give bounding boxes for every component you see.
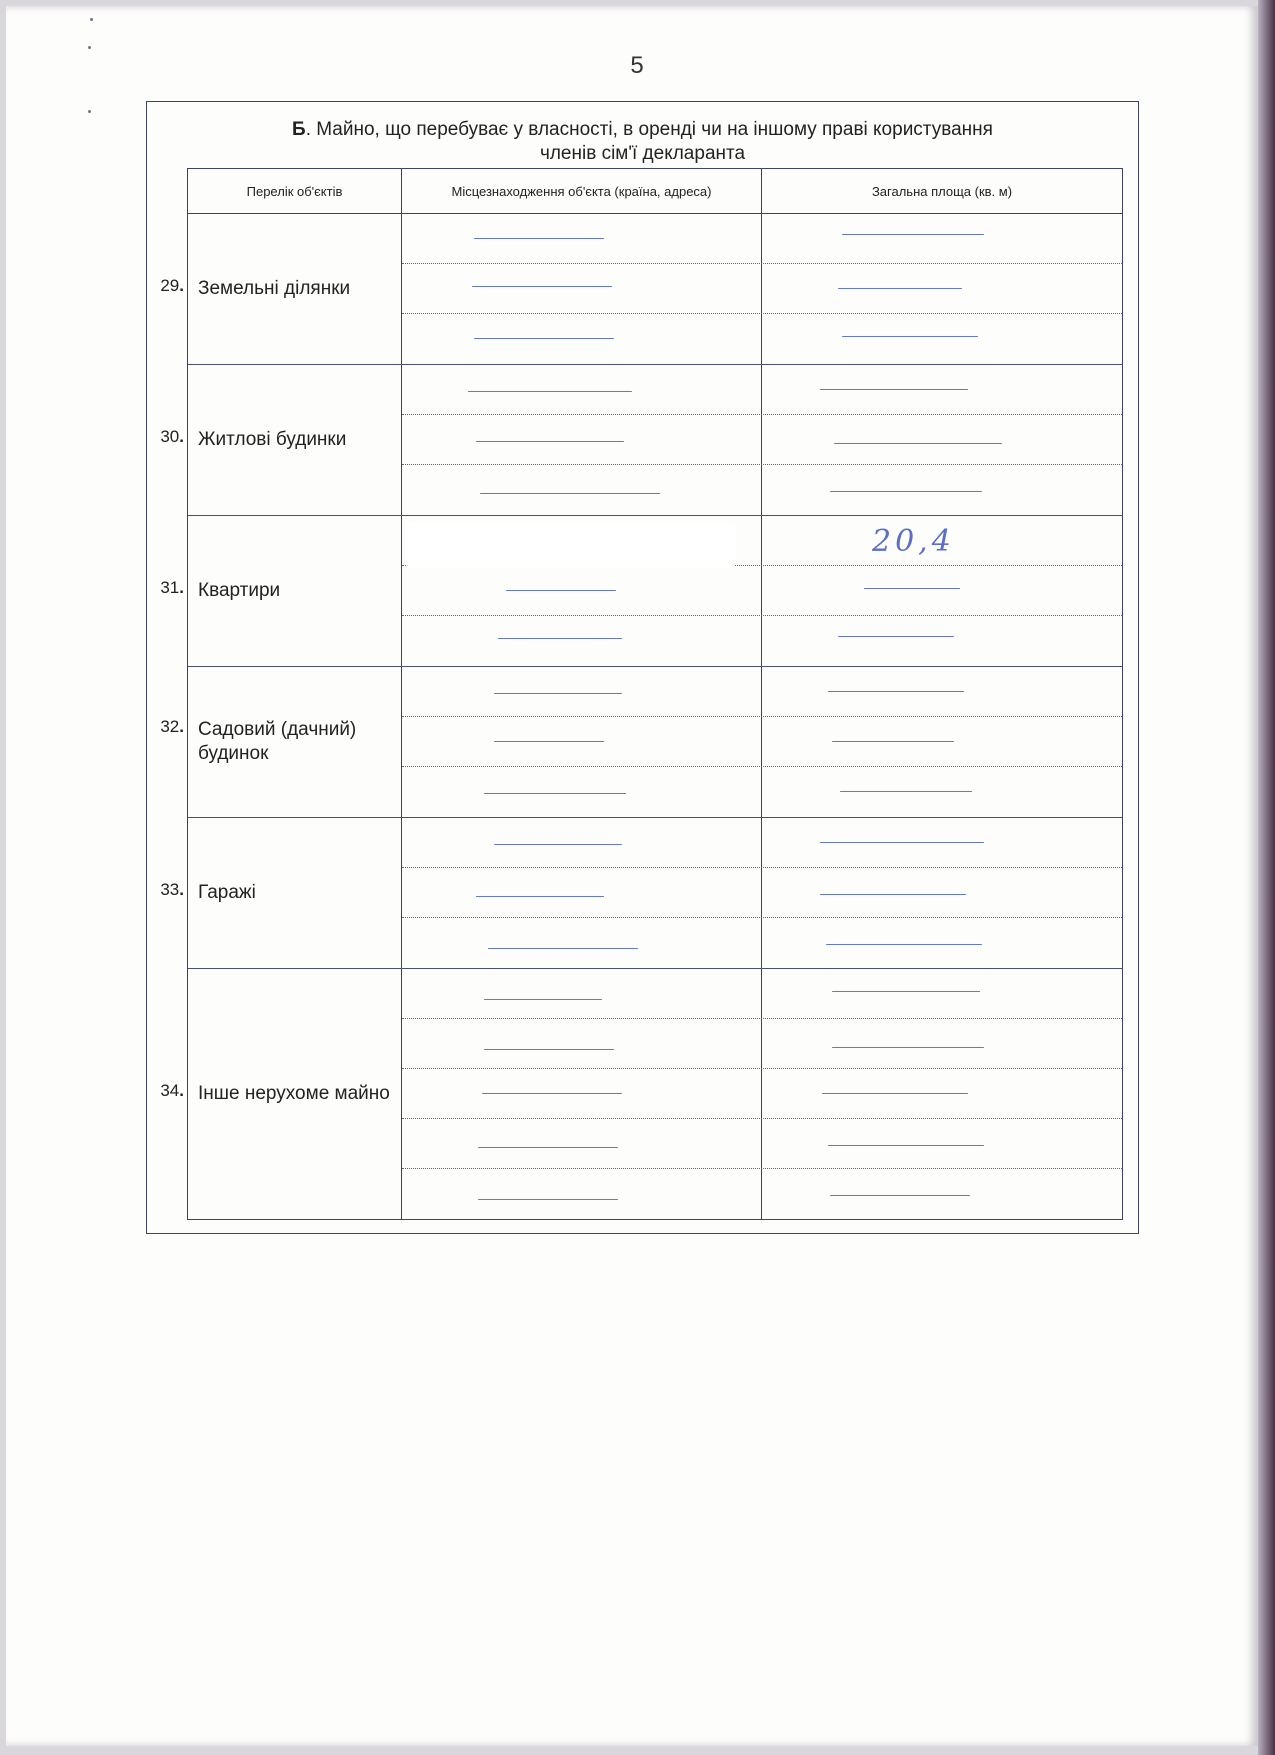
row-group-33 — [160, 818, 1122, 969]
header-objects: Перелік об'єктів — [188, 169, 402, 213]
location-cell[interactable] — [402, 516, 762, 565]
area-cell[interactable] — [762, 1119, 1122, 1168]
object-label: Житлові будинки — [188, 365, 402, 515]
location-cell[interactable] — [402, 969, 762, 1018]
area-cell[interactable] — [762, 868, 1122, 917]
area-cell[interactable] — [762, 767, 1122, 817]
row-number: 30. — [160, 427, 184, 446]
area-cell[interactable] — [762, 415, 1122, 464]
location-cell[interactable] — [402, 214, 762, 263]
scan-speck — [90, 18, 93, 21]
row-number: 29. — [160, 276, 184, 295]
section-title-line2: членів сім'ї декларанта — [539, 143, 746, 164]
header-area: Загальна площа (кв. м) — [871, 183, 1013, 199]
row-group-29 — [160, 214, 1122, 365]
area-cell[interactable] — [762, 818, 1122, 867]
row-group-31 — [160, 516, 1122, 667]
section-title — [147, 118, 1138, 166]
row-group-34 — [160, 969, 1122, 1219]
location-cell[interactable] — [402, 616, 762, 666]
area-cell[interactable] — [762, 969, 1122, 1018]
area-cell[interactable] — [762, 314, 1122, 364]
area-cell[interactable] — [762, 667, 1122, 716]
object-label: Інше нерухоме майно — [188, 969, 402, 1219]
area-cell[interactable] — [762, 1169, 1122, 1219]
location-cell[interactable] — [402, 314, 762, 364]
row-group-30 — [160, 365, 1122, 516]
location-cell[interactable] — [402, 717, 762, 766]
area-cell[interactable] — [762, 214, 1122, 263]
area-cell[interactable] — [762, 717, 1122, 766]
redacted-address — [406, 522, 736, 568]
area-value: 20,4 — [872, 524, 955, 559]
row-number: 34. — [160, 1081, 184, 1100]
area-cell[interactable] — [762, 566, 1122, 615]
scan-speck — [88, 46, 91, 49]
area-cell[interactable] — [762, 516, 1122, 565]
section-title-line1: . Майно, що перебуває у власності, в оренді чи на іншому праві користування — [305, 119, 993, 140]
location-cell[interactable] — [402, 918, 762, 968]
table-header — [188, 169, 1122, 214]
object-label: Земельні ділянки — [188, 214, 402, 364]
area-cell[interactable] — [762, 616, 1122, 666]
section-letter: Б — [292, 119, 306, 140]
area-cell[interactable] — [762, 918, 1122, 968]
location-cell[interactable] — [402, 566, 762, 615]
location-cell[interactable] — [402, 465, 762, 515]
location-cell[interactable] — [402, 818, 762, 867]
location-cell[interactable] — [402, 1169, 762, 1219]
location-cell[interactable] — [402, 1019, 762, 1068]
location-cell[interactable] — [402, 264, 762, 313]
location-cell[interactable] — [402, 1119, 762, 1168]
location-cell[interactable] — [402, 415, 762, 464]
scan-edge — [1258, 0, 1275, 1755]
area-cell[interactable] — [762, 1069, 1122, 1118]
object-label: Садовий (дачний) будинок — [188, 667, 402, 817]
location-cell[interactable] — [402, 1069, 762, 1118]
row-number: 32. — [160, 717, 184, 736]
scan-speck — [88, 110, 91, 113]
row-number: 31. — [160, 578, 184, 597]
area-cell[interactable] — [762, 465, 1122, 515]
header-location: Місцезнаходження об'єкта (країна, адреса) — [402, 169, 762, 213]
object-label: Квартири — [188, 516, 402, 666]
location-cell[interactable] — [402, 365, 762, 414]
area-cell[interactable] — [762, 365, 1122, 414]
property-table — [160, 168, 1123, 1220]
location-cell[interactable] — [402, 868, 762, 917]
page-number: 5 — [630, 52, 645, 79]
area-cell[interactable] — [762, 1019, 1122, 1068]
object-label: Гаражі — [188, 818, 402, 968]
row-group-32 — [160, 667, 1122, 818]
location-cell[interactable] — [402, 767, 762, 817]
section-frame — [146, 101, 1139, 1234]
location-cell[interactable] — [402, 667, 762, 716]
row-number: 33. — [160, 880, 184, 899]
area-cell[interactable] — [762, 264, 1122, 313]
